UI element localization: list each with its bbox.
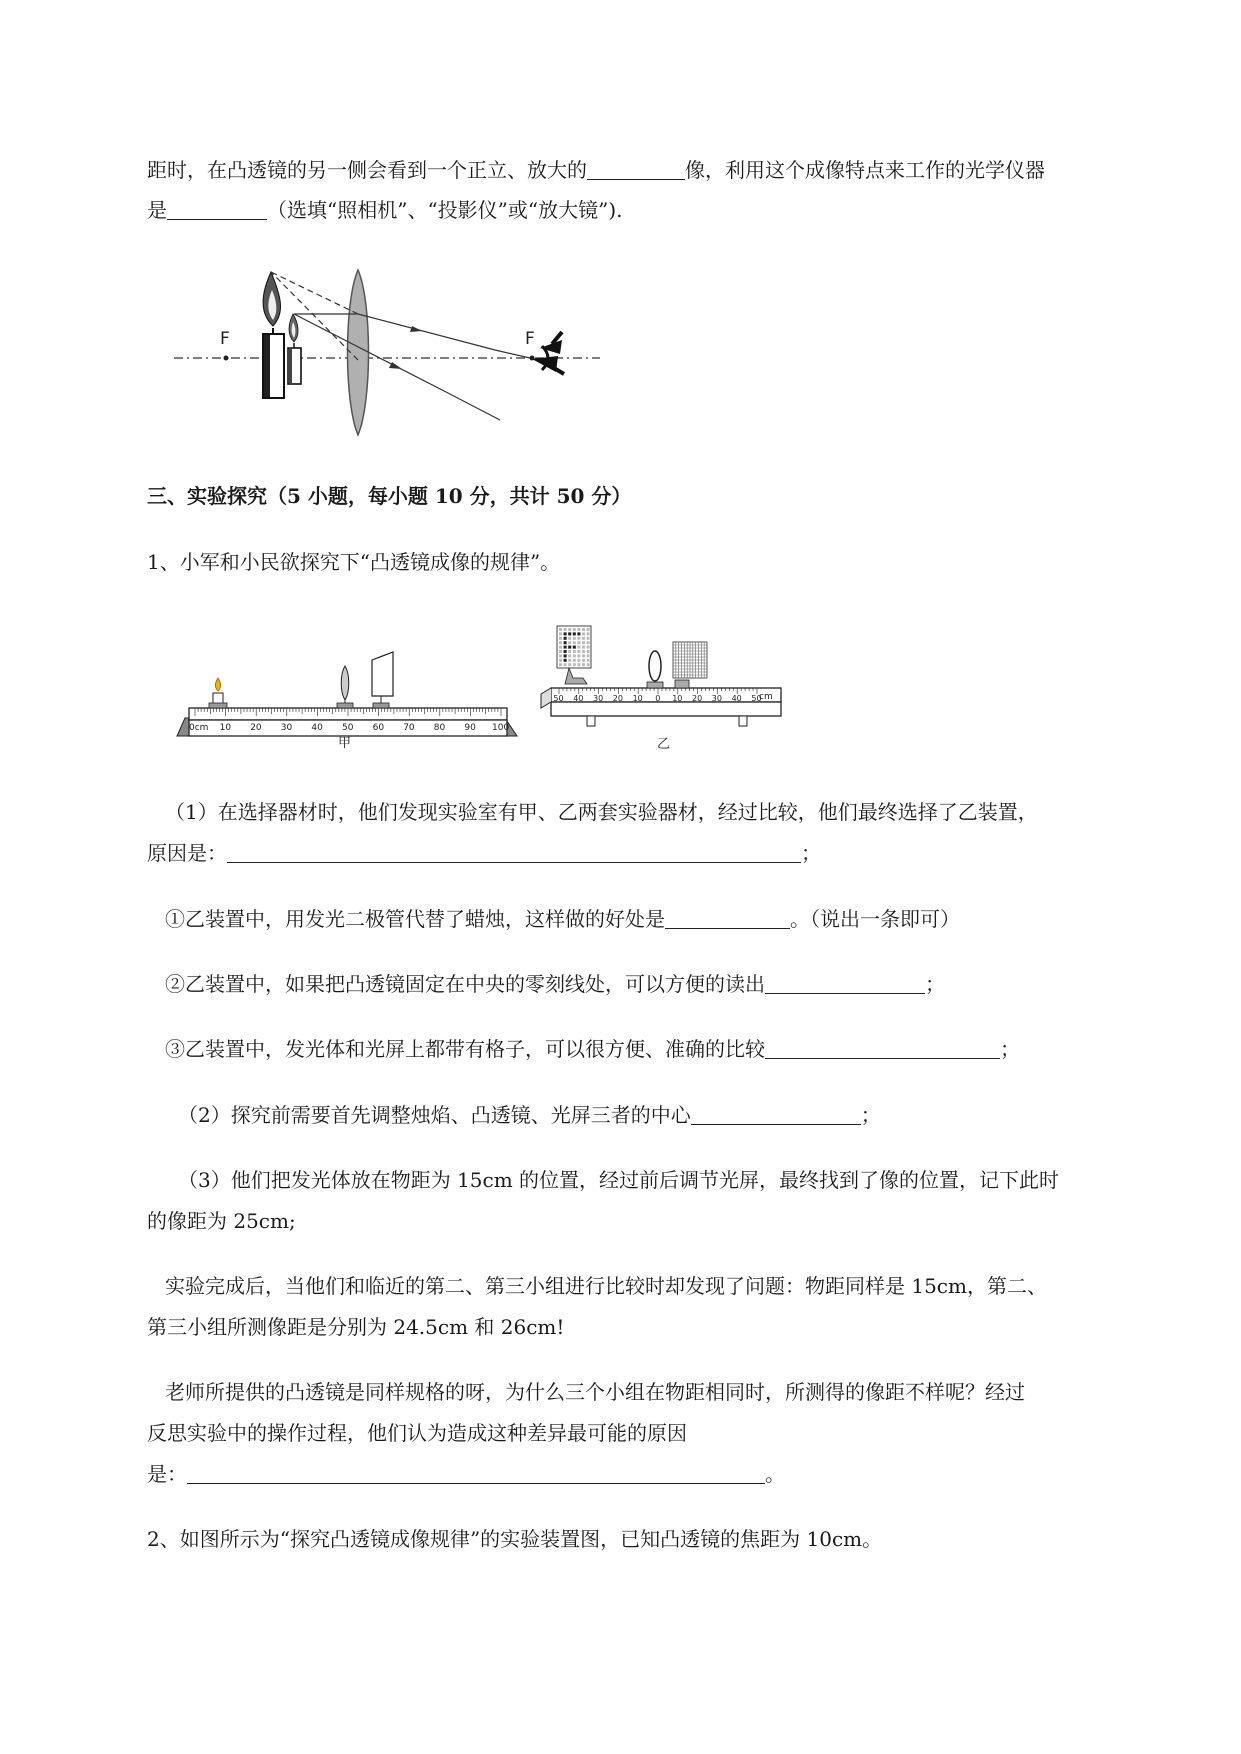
ruler-tick-label: 0 (655, 694, 661, 703)
intro-line-2 (147, 197, 623, 223)
grid-cell (577, 646, 580, 649)
led-cell (573, 632, 576, 635)
ruler-tick-label: 50 (342, 723, 354, 733)
lens-yi (647, 651, 663, 688)
q1-sub1 (165, 906, 960, 932)
led-cell (564, 650, 567, 653)
intro-text: （选填“照相机”、“投影仪”或“放大镜”). (267, 198, 623, 222)
grid-cell (582, 659, 585, 662)
section-heading: 三、实验探究（5 小题，每小题 10 分，共计 50 分） (147, 484, 632, 508)
grid-cell (577, 654, 580, 657)
led-cell (564, 654, 567, 657)
q1-part2 (178, 1102, 881, 1128)
ruler-tick-label: 20 (692, 694, 703, 703)
ruler-tick-label: 60 (372, 723, 385, 733)
grid-cell (587, 659, 590, 662)
grid-cell (587, 641, 590, 644)
ruler-tick-label: 20 (250, 723, 262, 733)
answer-blank[interactable] (167, 199, 267, 220)
grid-cell (587, 637, 590, 640)
answer-blank[interactable] (765, 973, 925, 994)
question-1-stem: 1、小军和小民欲探究下“凸透镜成像的规律”。 (147, 550, 561, 574)
grid-cell (573, 663, 576, 666)
eye-icon (532, 332, 564, 374)
focal-point-left (224, 356, 229, 361)
prompt-text: 原因是： (147, 841, 227, 865)
grid-cell (559, 646, 562, 649)
screen-jia (372, 652, 393, 708)
large-candle-image (263, 272, 284, 398)
ruler-tick-label: 40 (573, 694, 584, 703)
grid-cell (582, 650, 585, 653)
ray-through-center (294, 314, 446, 392)
ruler-tick-label: 80 (433, 723, 446, 733)
grid-cell (577, 650, 580, 653)
ruler-tick-label: 30 (280, 723, 293, 733)
label-yi: 乙 (657, 737, 671, 752)
small-candle-object (288, 314, 301, 384)
grid-cell (559, 637, 562, 640)
q1-part4-line2: 第三小组所测像距是分别为 24.5cm 和 26cm! (147, 1315, 565, 1339)
ruler-tick-label: 0cm (189, 723, 209, 733)
focal-label-left: F (220, 329, 230, 349)
grid-cell (573, 654, 576, 657)
ruler-tick-label: 50 (751, 694, 762, 703)
grid-cell (577, 637, 580, 640)
lens-jia (337, 666, 353, 708)
ruler-tick-label: 90 (464, 723, 476, 733)
grid-cell (559, 628, 562, 631)
grid-cell (559, 654, 562, 657)
candle-jia (209, 678, 227, 708)
grid-cell (587, 632, 590, 635)
grid-cell (582, 641, 585, 644)
grid-cell (559, 663, 562, 666)
q1-part1-line2 (147, 840, 821, 866)
ray-refracted (358, 314, 495, 350)
q1-sub2 (165, 971, 945, 997)
grid-cell (559, 632, 562, 635)
grid-cell (568, 650, 571, 653)
prompt-text: 。（说出一条即可） (790, 907, 960, 931)
grid-cell (568, 654, 571, 657)
grid-cell (587, 663, 590, 666)
prompt-text: ； (801, 841, 821, 865)
prompt-text: ； (925, 972, 945, 996)
answer-blank[interactable] (765, 1038, 1000, 1059)
grid-cell (568, 663, 571, 666)
q1-part4-line1: 实验完成后，当他们和临近的第二、第三小组进行比较时却发现了问题：物距同样是 15cm，第二、 (165, 1274, 1047, 1298)
led-cell (564, 632, 567, 635)
grid-cell (573, 641, 576, 644)
led-cell (564, 637, 567, 640)
answer-blank[interactable] (587, 159, 685, 180)
led-cell (573, 646, 576, 649)
answer-blank[interactable] (187, 1463, 765, 1484)
grid-cell (559, 659, 562, 662)
grid-cell (568, 641, 571, 644)
led-cell (564, 646, 567, 649)
prompt-text: ； (1000, 1037, 1020, 1061)
prompt-text: ③乙装置中，发光体和光屏上都带有格子，可以很方便、准确的比较 (165, 1037, 765, 1061)
q1-sub3 (165, 1036, 1020, 1062)
led-cell (568, 646, 571, 649)
intro-text: 是 (147, 198, 167, 222)
answer-blank[interactable] (691, 1104, 861, 1125)
prompt-text: ②乙装置中，如果把凸透镜固定在中央的零刻线处，可以方便的读出 (165, 972, 765, 996)
led-cell (564, 659, 567, 662)
ruler-tick-label: 70 (403, 723, 415, 733)
label-jia: 甲 (338, 736, 352, 750)
q1-part5-line3 (147, 1461, 785, 1487)
grid-cell (587, 654, 590, 657)
grid-screen-yi (673, 642, 707, 688)
answer-blank[interactable] (665, 908, 790, 929)
virtual-ray-1 (271, 272, 358, 314)
ruler-tick-label: 30 (711, 694, 722, 703)
q1-part1-line1: （1）在选择器材时，他们发现实验室有甲、乙两套实验器材，经过比较，他们最终选择了乙装置， (165, 800, 1038, 824)
unit-label: cm (759, 692, 773, 702)
q1-part3-line1: （3）他们把发光体放在物距为 15cm 的位置，经过前后调节光屏，最终找到了像的位置，记下此时 (178, 1168, 1060, 1192)
prompt-text: ①乙装置中，用发光二极管代替了蜡烛，这样做的好处是 (165, 907, 665, 931)
arrow-icon (410, 326, 422, 332)
focal-label-right: F (525, 329, 535, 349)
grid-cell (568, 659, 571, 662)
grid-cell (564, 628, 567, 631)
led-grid-object (557, 626, 591, 684)
prompt-text: ； (860, 1103, 881, 1127)
intro-text: 像，利用这个成像特点来工作的光学仪器 (685, 158, 1045, 182)
ruler-tick-label: 100 (492, 723, 510, 733)
intro-line-1 (147, 157, 1045, 183)
lens-ray-diagram (170, 262, 600, 442)
apparatus-yi (535, 620, 790, 755)
grid-cell (573, 637, 576, 640)
grid-cell (587, 650, 590, 653)
ruler-tick-label: 20 (612, 694, 623, 703)
led-cell (577, 632, 580, 635)
ruler-tick-label: 10 (632, 694, 643, 703)
grid-cell (582, 646, 585, 649)
led-cell (564, 641, 567, 644)
answer-blank[interactable] (227, 842, 801, 863)
arrow-icon (389, 362, 402, 369)
grid-cell (587, 646, 590, 649)
ruler-tick-label: 40 (731, 694, 742, 703)
grid-cell (559, 650, 562, 653)
q1-part5-line1: 老师所提供的凸透镜是同样规格的呀，为什么三个小组在物距相同时，所测得的像距不样呢？经过 (165, 1380, 1025, 1404)
grid-cell (582, 628, 585, 631)
q1-part3-line2: 的像距为 25cm; (147, 1209, 296, 1233)
intro-text: 距时，在凸透镜的另一侧会看到一个正立、放大的 (147, 158, 587, 182)
grid-cell (573, 628, 576, 631)
grid-cell (573, 659, 576, 662)
prompt-text: （2）探究前需要首先调整烛焰、凸透镜、光屏三者的中心 (178, 1103, 691, 1127)
led-cell (568, 632, 571, 635)
prompt-text: 是： (147, 1462, 187, 1486)
apparatus-jia (175, 640, 520, 750)
grid-cell (577, 628, 580, 631)
grid-cell (568, 628, 571, 631)
grid-cell (577, 641, 580, 644)
grid-cell (577, 663, 580, 666)
ruler-tick-label: 50 (553, 694, 564, 703)
grid-cell (587, 628, 590, 631)
grid-cell (564, 663, 567, 666)
prompt-text: 。 (765, 1462, 785, 1486)
question-2-stem: 2、如图所示为“探究凸透镜成像规律”的实验装置图，已知凸透镜的焦距为 10cm。 (147, 1527, 883, 1551)
ruler-tick-label: 10 (219, 723, 232, 733)
grid-cell (577, 659, 580, 662)
ruler-tick-label: 40 (311, 723, 323, 733)
grid-cell (573, 650, 576, 653)
grid-cell (582, 663, 585, 666)
ruler-tick-label: 30 (593, 694, 604, 703)
grid-cell (582, 632, 585, 635)
grid-cell (582, 637, 585, 640)
ruler-tick-label: 10 (672, 694, 683, 703)
grid-cell (582, 654, 585, 657)
q1-part5-line2: 反思实验中的操作过程，他们认为造成这种差异最可能的原因 (147, 1421, 687, 1445)
grid-cell (559, 641, 562, 644)
grid-cell (568, 637, 571, 640)
